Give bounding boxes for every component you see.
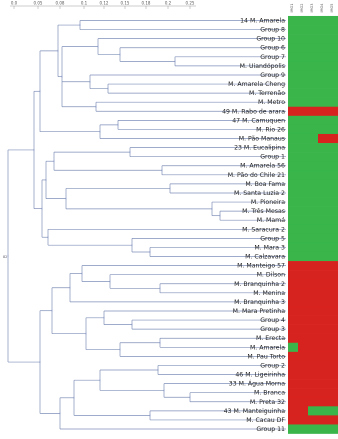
leaf-label: M. Amarela 56 <box>240 162 285 170</box>
heatmap-cell <box>308 107 318 116</box>
heatmap-cell <box>308 297 318 306</box>
heatmap-cell <box>308 152 318 161</box>
scale-tick-label: 0.2 <box>164 0 172 6</box>
heatmap-cell <box>328 43 338 52</box>
heatmap-cell <box>288 125 298 134</box>
heatmap-cell <box>308 225 318 234</box>
heatmap-cell <box>288 325 298 334</box>
heatmap-cell <box>288 143 298 152</box>
leaf-label: 43 M. Manteiguinha <box>223 407 285 415</box>
heatmap-cell <box>308 316 318 325</box>
heatmap-cell <box>308 98 318 107</box>
heatmap-cell <box>318 397 328 406</box>
heatmap-cell <box>308 415 318 424</box>
heatmap-cell <box>328 252 338 261</box>
heatmap-cell <box>298 424 308 433</box>
leaf-label: M. Preta 32 <box>249 398 285 406</box>
heatmap-cell <box>318 279 328 288</box>
heatmap-cell <box>298 80 308 89</box>
heatmap-cell <box>328 270 338 279</box>
scale-tick-label: 0.25 <box>185 0 195 6</box>
leaf-label: M. Pioneira <box>250 199 285 207</box>
heatmap-cell <box>328 297 338 306</box>
heatmap-cell <box>328 152 338 161</box>
root-support-label: 82 <box>3 254 8 259</box>
heatmap-cell <box>298 370 308 379</box>
heatmap-cell <box>308 25 318 34</box>
leaf-label: M. Erecta <box>255 335 285 343</box>
heatmap-cell <box>318 80 328 89</box>
heatmap-cell <box>288 361 298 370</box>
heatmap-cell <box>328 306 338 315</box>
heatmap-cell <box>318 98 328 107</box>
heatmap-cell <box>298 188 308 197</box>
heatmap-cell <box>308 188 318 197</box>
leaf-label: Group 4 <box>260 317 285 325</box>
leaf-label: Group 10 <box>256 35 285 43</box>
heatmap-cell <box>328 216 338 225</box>
scale-tick-label: 0.12 <box>99 0 109 6</box>
heatmap-cell <box>298 234 308 243</box>
heatmap-cell <box>328 116 338 125</box>
heatmap-cell <box>288 34 298 43</box>
heatmap-cell <box>318 325 328 334</box>
heatmap-cell <box>318 406 328 415</box>
leaf-label: M. Calzavara <box>245 253 285 261</box>
heatmap-cell <box>328 161 338 170</box>
heatmap-cell <box>318 216 328 225</box>
heatmap-cell <box>288 134 298 143</box>
heatmap-cell <box>298 225 308 234</box>
heatmap-cell <box>328 234 338 243</box>
heatmap-cell <box>308 370 318 379</box>
heatmap-cell <box>308 89 318 98</box>
heatmap-cell <box>288 216 298 225</box>
leaf-label: Group 9 <box>260 71 285 79</box>
heatmap-cell <box>298 70 308 79</box>
leaf-label: M. Três Mesas <box>242 208 285 216</box>
heatmap-cell <box>288 370 298 379</box>
heatmap-cell <box>308 388 318 397</box>
heatmap-cell <box>308 243 318 252</box>
heatmap-cell <box>288 288 298 297</box>
heatmap-column-label: IMG4 <box>320 3 324 13</box>
heatmap-cell <box>328 125 338 134</box>
heatmap-cell <box>308 334 318 343</box>
heatmap-cell <box>308 406 318 415</box>
heatmap-cell <box>288 107 298 116</box>
leaf-label: M. Pão do Chile 21 <box>227 171 285 179</box>
heatmap-cell <box>328 198 338 207</box>
leaf-label: 14 M. Amarela <box>240 17 285 25</box>
leaf-label: M. Saracura 2 <box>242 226 285 234</box>
heatmap-cell <box>288 406 298 415</box>
leaf-label: Group 11 <box>256 426 285 433</box>
heatmap-cell <box>288 343 298 352</box>
heatmap-cell <box>288 234 298 243</box>
heatmap-cell <box>328 179 338 188</box>
heatmap-cell <box>328 388 338 397</box>
scale-tick-label: 0.18 <box>141 0 151 6</box>
leaf-label: Group 5 <box>260 235 285 243</box>
heatmap-cell <box>308 261 318 270</box>
leaf-label: M. Santa Luzia 2 <box>233 189 285 197</box>
heatmap-cell <box>318 170 328 179</box>
leaf-label: M. Pão Manaus <box>238 135 285 143</box>
heatmap-cell <box>288 170 298 179</box>
heatmap-cell <box>308 198 318 207</box>
heatmap-cell <box>318 61 328 70</box>
leaf-labels <box>222 18 285 434</box>
heatmap-cell <box>298 98 308 107</box>
heatmap-cell <box>288 16 298 25</box>
heatmap-cell <box>318 179 328 188</box>
heatmap-cell <box>288 25 298 34</box>
heatmap-cell <box>298 297 308 306</box>
heatmap-cell <box>298 216 308 225</box>
heatmap-column-label: IMG3 <box>310 3 314 13</box>
heatmap-column-label: IMG1 <box>290 3 294 13</box>
leaf-label: 49 M. Rabo de arara <box>222 108 285 116</box>
heatmap-cell <box>328 379 338 388</box>
heatmap-cell <box>288 161 298 170</box>
heatmap-cell <box>328 243 338 252</box>
heatmap-cell <box>308 70 318 79</box>
heatmap-cell <box>318 43 328 52</box>
scale-tick-label: 0.15 <box>120 0 130 6</box>
heatmap-cell <box>308 143 318 152</box>
heatmap-cell <box>318 52 328 61</box>
leaf-label: M. Boa Fama <box>245 180 285 188</box>
heatmap-cell <box>288 188 298 197</box>
heatmap-cell <box>288 379 298 388</box>
heatmap-cell <box>298 379 308 388</box>
heatmap-cell <box>318 306 328 315</box>
heatmap-cell <box>318 25 328 34</box>
heatmap-cell <box>318 161 328 170</box>
heatmap-cell <box>308 343 318 352</box>
scale-tick-label: 0.08 <box>55 0 65 6</box>
leaf-label: 46 M. Ligeirinha <box>235 371 285 379</box>
heatmap-cell <box>288 98 298 107</box>
heatmap-cell <box>298 16 308 25</box>
heatmap-cell <box>308 34 318 43</box>
heatmap-cell <box>328 134 338 143</box>
heatmap-cell <box>288 43 298 52</box>
heatmap-cell <box>328 406 338 415</box>
heatmap-cell <box>318 34 328 43</box>
heatmap-cell <box>308 216 318 225</box>
leaf-label: M. Branquinha 2 <box>234 280 285 288</box>
heatmap-cell <box>318 152 328 161</box>
heatmap-cell <box>298 361 308 370</box>
heatmap-cell <box>308 252 318 261</box>
heatmap-cell <box>298 125 308 134</box>
heatmap-cell <box>328 143 338 152</box>
heatmap-cell <box>298 134 308 143</box>
heatmap-cell <box>298 170 308 179</box>
heatmap-cell <box>308 361 318 370</box>
heatmap-cell <box>308 306 318 315</box>
heatmap-cell <box>298 34 308 43</box>
heatmap-cell <box>318 270 328 279</box>
heatmap-cell <box>298 325 308 334</box>
heatmap-cell <box>318 297 328 306</box>
heatmap-cell <box>328 107 338 116</box>
heatmap-cell <box>318 343 328 352</box>
heatmap-cell <box>288 116 298 125</box>
heatmap-cell <box>298 25 308 34</box>
leaf-label: Group 1 <box>260 153 285 161</box>
heatmap-cell <box>308 80 318 89</box>
heatmap-cell <box>308 16 318 25</box>
leaf-label: M. Mamá <box>256 217 285 225</box>
heatmap-cell <box>288 306 298 315</box>
heatmap-cell <box>328 98 338 107</box>
heatmap-cell <box>288 225 298 234</box>
heatmap-cell <box>318 188 328 197</box>
leaf-label: Group 8 <box>260 26 285 34</box>
leaf-label: Group 3 <box>260 326 285 334</box>
heatmap-cell <box>298 279 308 288</box>
leaf-label: 23 M. Eucalipina <box>234 144 285 152</box>
heatmap-cell <box>308 125 318 134</box>
heatmap-cell <box>328 52 338 61</box>
heatmap-cell <box>298 406 308 415</box>
heatmap-cell <box>298 306 308 315</box>
heatmap-cell <box>298 143 308 152</box>
heatmap-cell <box>288 316 298 325</box>
leaf-label: 33 M. Água Morna <box>228 380 285 388</box>
heatmap-cell <box>308 61 318 70</box>
leaf-label: Group 6 <box>260 44 285 52</box>
heatmap-cell <box>308 161 318 170</box>
heatmap-cell <box>298 270 308 279</box>
heatmap-cell <box>288 52 298 61</box>
heatmap-cell <box>298 252 308 261</box>
heatmap-cell <box>308 179 318 188</box>
heatmap-cell <box>298 243 308 252</box>
heatmap-cell <box>308 288 318 297</box>
heatmap-cell <box>298 198 308 207</box>
presence-heatmap <box>288 3 338 434</box>
heatmap-cell <box>308 379 318 388</box>
heatmap-cell <box>328 288 338 297</box>
heatmap-cell <box>288 279 298 288</box>
heatmap-cell <box>298 261 308 270</box>
heatmap-cell <box>288 89 298 98</box>
heatmap-cell <box>288 80 298 89</box>
distance-scale <box>10 1 196 10</box>
heatmap-cell <box>308 424 318 433</box>
scale-tick-label: 0.1 <box>80 0 88 6</box>
heatmap-cell <box>298 207 308 216</box>
heatmap-cell <box>288 152 298 161</box>
heatmap-cell <box>288 334 298 343</box>
heatmap-cell <box>328 225 338 234</box>
heatmap-cell <box>308 397 318 406</box>
heatmap-cell <box>288 252 298 261</box>
heatmap-cell <box>328 352 338 361</box>
heatmap-cell <box>318 288 328 297</box>
heatmap-cell <box>298 152 308 161</box>
leaf-label: M. Cacau DF <box>246 416 285 424</box>
heatmap-cell <box>298 179 308 188</box>
heatmap-cell <box>308 52 318 61</box>
heatmap-cell <box>308 43 318 52</box>
heatmap-cell <box>328 343 338 352</box>
heatmap-cell <box>288 261 298 270</box>
heatmap-cell <box>288 198 298 207</box>
heatmap-cell <box>318 388 328 397</box>
heatmap-cell <box>308 279 318 288</box>
heatmap-cell <box>288 397 298 406</box>
leaf-label: M. Terrenão <box>249 90 285 98</box>
heatmap-cell <box>318 134 328 143</box>
heatmap-cell <box>328 89 338 98</box>
heatmap-cell <box>288 70 298 79</box>
heatmap-cell <box>318 252 328 261</box>
heatmap-cell <box>328 397 338 406</box>
heatmap-cell <box>308 134 318 143</box>
heatmap-cell <box>298 61 308 70</box>
heatmap-cell <box>318 334 328 343</box>
heatmap-cell <box>318 415 328 424</box>
heatmap-column-label: IMG5 <box>330 3 334 13</box>
heatmap-cell <box>328 170 338 179</box>
heatmap-cell <box>318 70 328 79</box>
heatmap-cell <box>328 334 338 343</box>
heatmap-cell <box>318 225 328 234</box>
leaf-label: M. Branca <box>254 389 285 397</box>
leaf-label: Group 7 <box>260 53 285 61</box>
heatmap-cell <box>308 207 318 216</box>
heatmap-cell <box>288 179 298 188</box>
heatmap-cell <box>288 352 298 361</box>
heatmap-cell <box>288 297 298 306</box>
heatmap-cell <box>318 198 328 207</box>
heatmap-cell <box>318 261 328 270</box>
heatmap-cell <box>298 288 308 297</box>
leaf-label: M. Amarela Cheng <box>228 81 285 89</box>
heatmap-cell <box>318 107 328 116</box>
heatmap-cell <box>328 61 338 70</box>
heatmap-cell <box>318 379 328 388</box>
leaf-label: M. Amarela <box>249 344 285 352</box>
heatmap-cell <box>298 161 308 170</box>
heatmap-cell <box>308 325 318 334</box>
heatmap-cell <box>298 397 308 406</box>
heatmap-cell <box>328 80 338 89</box>
leaf-label: M. Metro <box>257 99 285 107</box>
heatmap-cell <box>318 234 328 243</box>
scale-tick-label: 0.05 <box>33 0 43 6</box>
heatmap-cell <box>288 415 298 424</box>
heatmap-cell <box>308 234 318 243</box>
leaf-label: M. Mara Pretinha <box>232 307 285 315</box>
heatmap-cell <box>298 388 308 397</box>
heatmap-column-label: IMG2 <box>300 3 304 13</box>
heatmap-cell <box>328 207 338 216</box>
leaf-label: M. Menina <box>253 289 285 297</box>
leaf-label: M. Dilson <box>256 271 285 279</box>
heatmap-cell <box>318 89 328 98</box>
heatmap-cell <box>318 316 328 325</box>
heatmap-cell <box>298 52 308 61</box>
leaf-label: M. Uiandópolis <box>239 62 285 70</box>
heatmap-cell <box>328 16 338 25</box>
heatmap-cell <box>288 270 298 279</box>
leaf-label: Group 2 <box>260 362 285 370</box>
heatmap-cell <box>298 343 308 352</box>
heatmap-cell <box>318 116 328 125</box>
leaf-label: M. Manteigo 57 <box>237 262 285 270</box>
heatmap-cell <box>298 107 308 116</box>
heatmap-cell <box>318 243 328 252</box>
heatmap-cell <box>298 352 308 361</box>
leaf-label: M. Pau Torto <box>247 353 285 361</box>
heatmap-cell <box>318 424 328 433</box>
leaf-label: M. Mara 3 <box>254 244 285 252</box>
scale-tick-label: 0.0 <box>10 0 18 6</box>
heatmap-cell <box>318 16 328 25</box>
heatmap-cell <box>298 89 308 98</box>
heatmap-cell <box>308 116 318 125</box>
heatmap-cell <box>328 261 338 270</box>
heatmap-cell <box>288 61 298 70</box>
heatmap-cell <box>328 316 338 325</box>
heatmap-cell <box>308 170 318 179</box>
heatmap-cell <box>328 424 338 433</box>
heatmap-cell <box>298 43 308 52</box>
heatmap-cell <box>328 25 338 34</box>
heatmap-cell <box>308 352 318 361</box>
leaf-label: 47 M. Camuquen <box>232 117 285 125</box>
heatmap-cell <box>318 352 328 361</box>
heatmap-cell <box>328 325 338 334</box>
heatmap-cell <box>298 334 308 343</box>
heatmap-cell <box>298 316 308 325</box>
heatmap-cell <box>328 361 338 370</box>
leaf-label: M. Branquinha 3 <box>234 298 285 306</box>
heatmap-cell <box>308 270 318 279</box>
heatmap-cell <box>328 279 338 288</box>
heatmap-cell <box>318 370 328 379</box>
heatmap-cell <box>288 207 298 216</box>
heatmap-cell <box>318 125 328 134</box>
heatmap-cell <box>298 415 308 424</box>
heatmap-cell <box>318 143 328 152</box>
heatmap-cell <box>288 424 298 433</box>
heatmap-cell <box>328 188 338 197</box>
heatmap-cell <box>328 70 338 79</box>
heatmap-cell <box>288 388 298 397</box>
heatmap-cell <box>328 415 338 424</box>
heatmap-cell <box>318 207 328 216</box>
heatmap-cell <box>328 34 338 43</box>
heatmap-cell <box>328 370 338 379</box>
heatmap-cell <box>288 243 298 252</box>
heatmap-cell <box>318 361 328 370</box>
heatmap-cell <box>298 116 308 125</box>
leaf-label: M. Rio 26 <box>256 126 285 134</box>
